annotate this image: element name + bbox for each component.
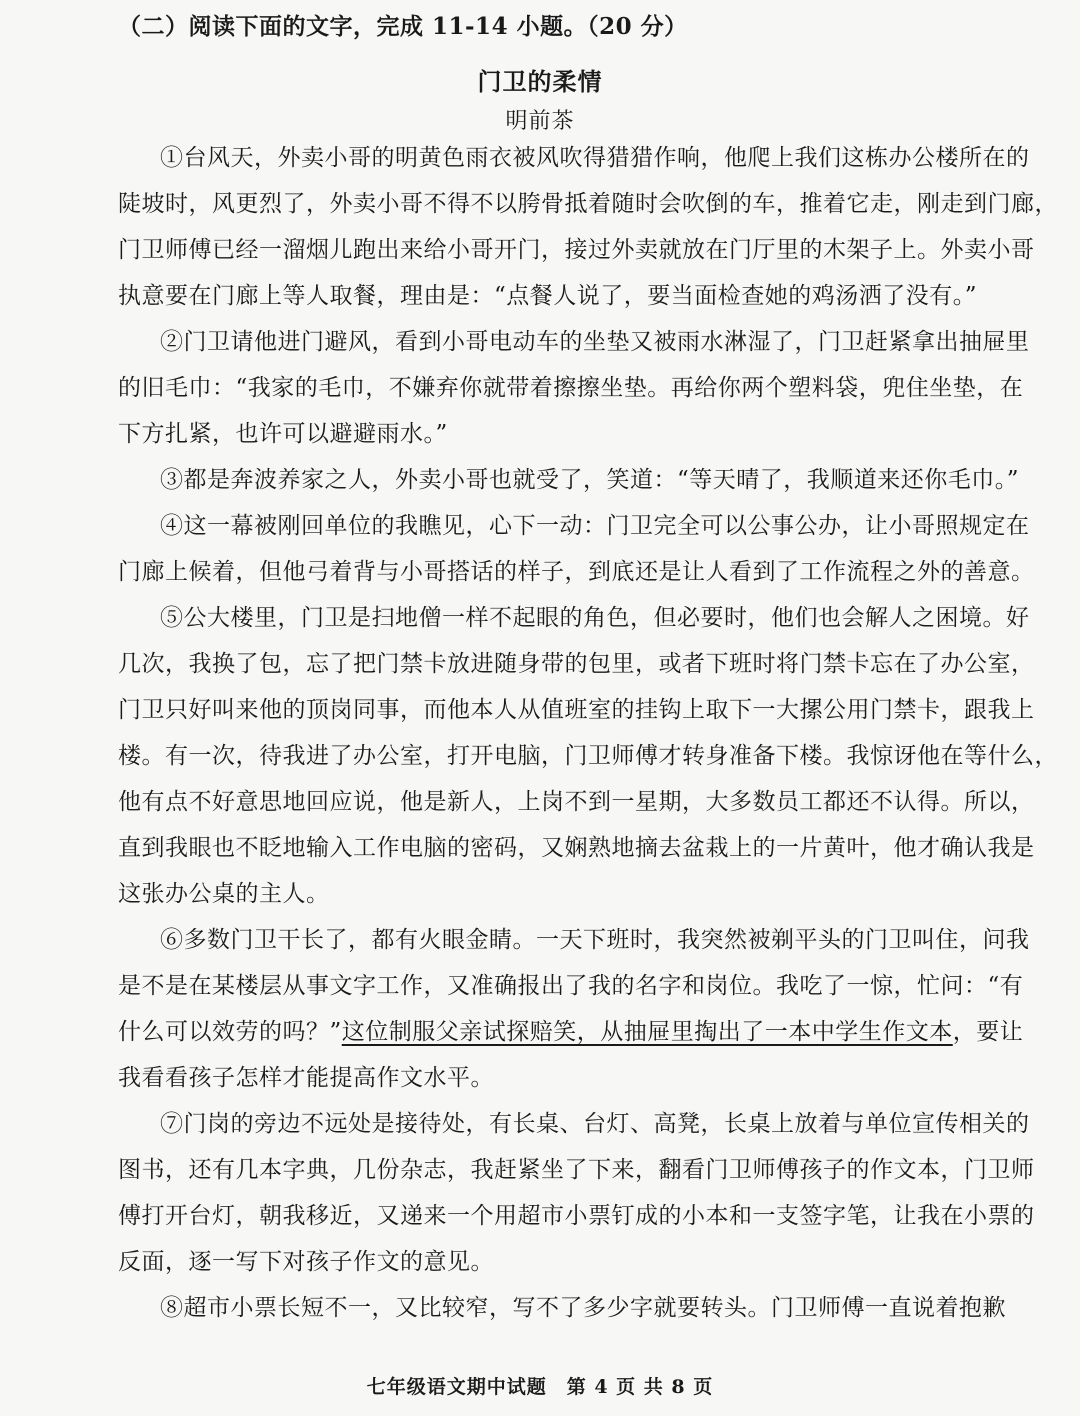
paragraph-2-line: 的旧毛巾：“我家的毛巾，不嫌弃你就带着擦擦坐垫。再给你两个塑料袋，兜住坐垫，在 [118, 375, 1024, 401]
underlined-sentence: 这位制服父亲试探赔笑，从抽屉里掏出了一本中学生作文本 [341, 1019, 953, 1045]
paragraph-5-line: 他有点不好意思地回应说，他是新人，上岗不到一星期，大多数员工都还不认得。所以， [118, 789, 1035, 815]
paragraph-6-line [118, 1015, 1024, 1049]
paragraph-5-line: 楼。有一次，待我进了办公室，打开电脑，门卫师傅才转身准备下楼。我惊讶他在等什么， [118, 743, 1058, 769]
paragraph-7-line: 反面，逐一写下对孩子作文的意见。 [118, 1249, 494, 1275]
paragraph-6-line: ⑥多数门卫干长了，都有火眼金睛。一天下班时，我突然被剃平头的门卫叫住，问我 [160, 927, 1030, 953]
paragraph-1-line: ①台风天，外卖小哥的明黄色雨衣被风吹得猎猎作响，他爬上我们这栋办公楼所在的 [160, 145, 1030, 171]
paragraph-4-line: 门廊上候着，但他弓着背与小哥搭话的样子，到底还是让人看到了工作流程之外的善意。 [118, 559, 1035, 585]
page-footer: 七年级语文期中试题 第 4 页 共 8 页 [366, 1376, 714, 1398]
paragraph-5-line: ⑤公大楼里，门卫是扫地僧一样不起眼的角色，但必要时，他们也会解人之困境。好 [160, 605, 1030, 631]
paragraph-8-line: ⑧超市小票长短不一，又比较窄，写不了多少字就要转头。门卫师傅一直说着抱歉 [160, 1295, 1006, 1321]
paragraph-1-line: 陡坡时，风更烈了，外卖小哥不得不以胯骨抵着随时会吹倒的车，推着它走，刚走到门廊， [118, 191, 1058, 217]
paragraph-5-line: 门卫只好叫来他的顶岗同事，而他本人从值班室的挂钩上取下一大摞公用门禁卡，跟我上 [118, 697, 1035, 723]
paragraph-7-line: 傅打开台灯，朝我移近，又递来一个用超市小票钉成的小本和一支签字笔，让我在小票的 [118, 1203, 1035, 1229]
line-text: ，要让 [952, 1019, 1024, 1045]
paragraph-7-line: ⑦门岗的旁边不远处是接待处，有长桌、台灯、高凳，长桌上放着与单位宣传相关的 [160, 1111, 1030, 1137]
article-title: 门卫的柔情 [477, 67, 603, 96]
article-author: 明前茶 [505, 109, 575, 134]
section-heading: （二）阅读下面的文字，完成 11-14 小题。（20 分） [118, 13, 688, 40]
paragraph-6-line: 我看看孩子怎样才能提高作文水平。 [118, 1065, 494, 1091]
paragraph-5-line: 这张办公桌的主人。 [118, 881, 330, 907]
paragraph-2-line: ②门卫请他进门避风，看到小哥电动车的坐垫又被雨水淋湿了，门卫赶紧拿出抽屉里 [160, 329, 1030, 355]
line-text: 什么可以效劳的吗？” [118, 1019, 342, 1045]
paragraph-1-line: 执意要在门廊上等人取餐，理由是：“点餐人说了，要当面检查她的鸡汤洒了没有。” [118, 283, 978, 309]
paragraph-2-line: 下方扎紧，也许可以避避雨水。” [118, 421, 448, 447]
paragraph-3-line: ③都是奔波养家之人，外卖小哥也就受了，笑道：“等天晴了，我顺道来还你毛巾。” [160, 467, 1020, 493]
paragraph-7-line: 图书，还有几本字典，几份杂志，我赶紧坐了下来，翻看门卫师傅孩子的作文本，门卫师 [118, 1157, 1035, 1183]
paragraph-4-line: ④这一幕被刚回单位的我瞧见，心下一动：门卫完全可以公事公办，让小哥照规定在 [160, 513, 1030, 539]
paragraph-6-line: 是不是在某楼层从事文字工作，又准确报出了我的名字和岗位。我吃了一惊，忙问：“有 [118, 973, 1024, 999]
paragraph-5-line: 直到我眼也不眨地输入工作电脑的密码，又娴熟地摘去盆栽上的一片黄叶，他才确认我是 [118, 835, 1035, 861]
paragraph-1-line: 门卫师傅已经一溜烟儿跑出来给小哥开门，接过外卖就放在门厅里的木架子上。外卖小哥 [118, 237, 1035, 263]
paragraph-5-line: 几次，我换了包，忘了把门禁卡放进随身带的包里，或者下班时将门禁卡忘在了办公室， [118, 651, 1035, 677]
